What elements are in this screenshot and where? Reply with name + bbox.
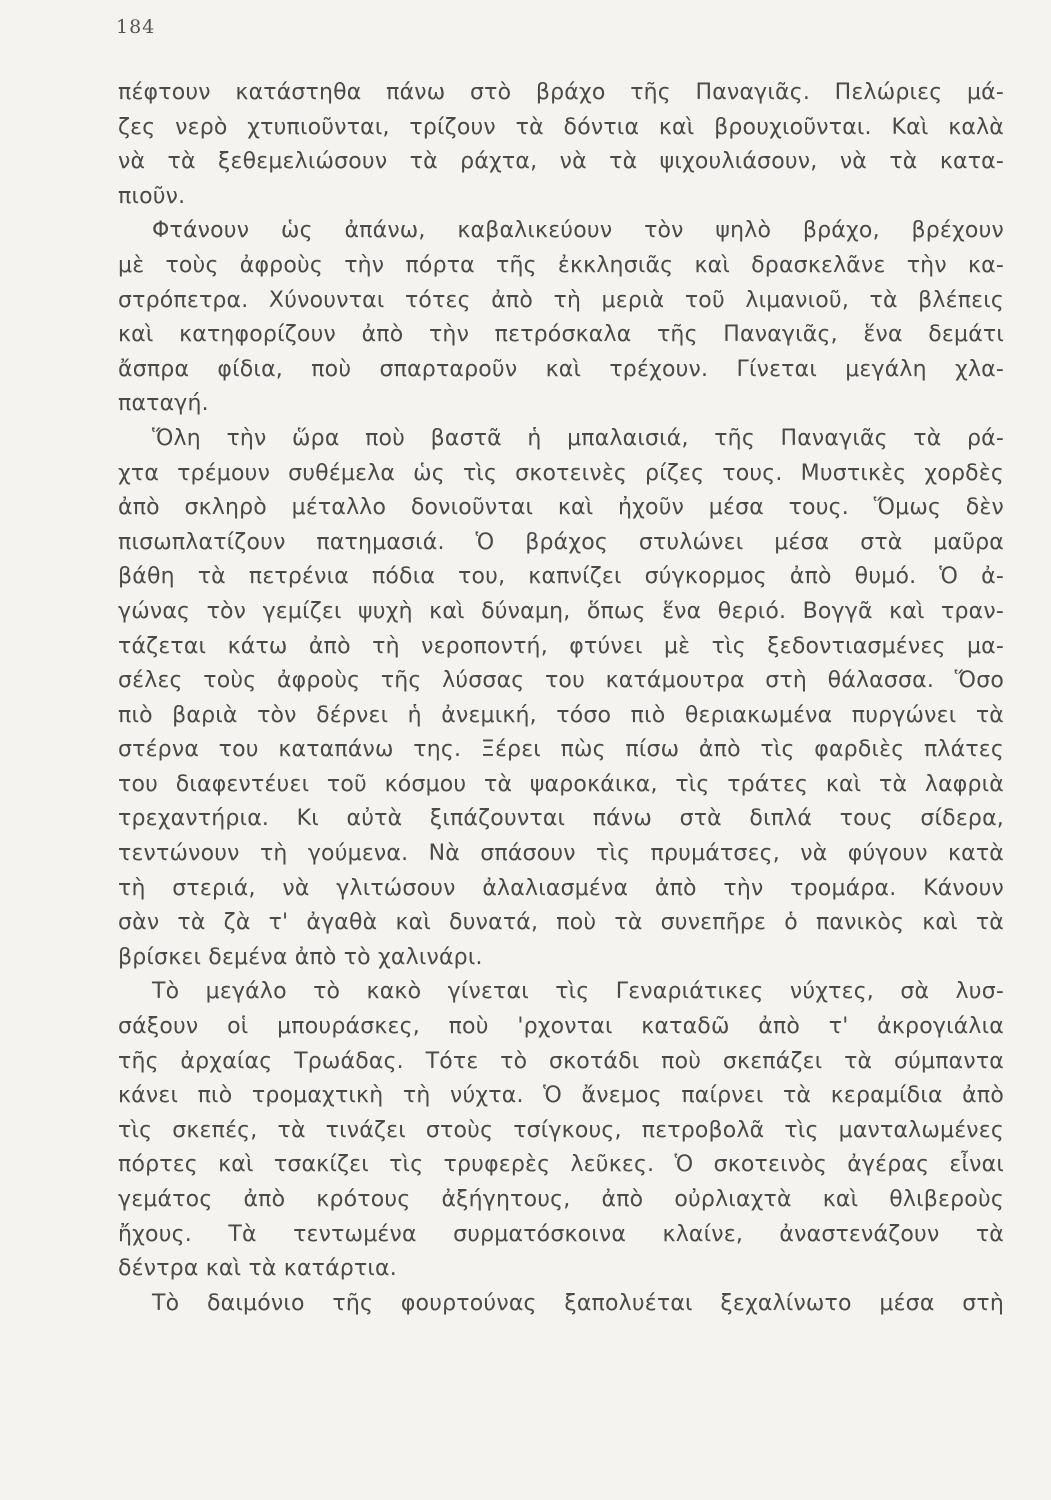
text-line: Τὸ δαιμόνιο τῆς φουρτούνας ξαπολυέται ξεχαλίνωτο μέσα στὴ	[152, 1290, 1004, 1316]
text-line: στέρνα του καταπάνω της. Ξέρει πὼς πίσω ἀπὸ τὶς φαρδιὲς πλάτες	[118, 737, 1004, 763]
body-text	[118, 76, 1004, 1321]
text-line: ἤχους. Τὰ τεντωμένα συρματόσκοινα κλαίνε, ἀναστενάζουν τὰ	[118, 1221, 1004, 1247]
text-line: τῆς ἀρχαίας Τρωάδας. Τότε τὸ σκοτάδι ποὺ σκεπάζει τὰ σύμπαντα	[118, 1048, 1004, 1074]
text-line: τρεχαντήρια. Κι αὐτὰ ξιπάζουνται πάνω στὰ διπλά τους σίδερα,	[118, 806, 1004, 832]
text-line: παταγή.	[118, 391, 209, 417]
text-line: σέλες τοὺς ἀφροὺς τῆς λύσσας του κατάμουτρα στὴ θάλασσα. Ὅσο	[118, 668, 1004, 694]
text-line: Τὸ μεγάλο τὸ κακὸ γίνεται τὶς Γεναριάτικες νύχτες, σὰ λυσ-	[152, 979, 1004, 1005]
text-line: ἄσπρα φίδια, ποὺ σπαρταροῦν καὶ τρέχουν. Γίνεται μεγάλη χλα-	[118, 356, 1004, 382]
text-line: του διαφεντέυει τοῦ κόσμου τὰ ψαροκάικα, τὶς τράτες καὶ τὰ λαφριὰ	[118, 771, 1004, 797]
text-line: καὶ κατηφορίζουν ἀπὸ τὴν πετρόσκαλα τῆς Παναγιᾶς, ἕνα δεμάτι	[118, 322, 1004, 348]
text-line: πιὸ βαριὰ τὸν δέρνει ἡ ἀνεμική, τόσο πιὸ θεριακωμένα πυργώνει τὰ	[118, 702, 1004, 728]
text-line: τὴ στεριά, νὰ γλιτώσουν ἀλαλιασμένα ἀπὸ τὴν τρομάρα. Κάνουν	[118, 875, 1004, 901]
text-line: σὰν τὰ ζὰ τ' ἀγαθὰ καὶ δυνατά, ποὺ τὰ συνεπῆρε ὁ πανικὸς καὶ τὰ	[118, 910, 1004, 936]
text-line: δέντρα καὶ τὰ κατάρτια.	[118, 1256, 397, 1282]
text-line: σάξουν οἱ μπουράσκες, ποὺ 'ρχονται καταδῶ ἀπὸ τ' ἀκρογιάλια	[118, 1014, 1004, 1040]
text-line: μὲ τοὺς ἀφροὺς τὴν πόρτα τῆς ἐκκλησιᾶς καὶ δρασκελᾶνε τὴν κα-	[118, 252, 1004, 278]
text-line: κάνει πιὸ τρομαχτικὴ τὴ νύχτα. Ὁ ἄνεμος παίρνει τὰ κεραμίδια ἀπὸ	[118, 1083, 1004, 1109]
text-line: Ὅλη τὴν ὥρα ποὺ βαστᾶ ἡ μπαλαισιά, τῆς Παναγιᾶς τὰ ρά-	[152, 425, 1004, 451]
text-line: ἀπὸ σκληρὸ μέταλλο δονιοῦνται καὶ ἠχοῦν μέσα τους. Ὅμως δὲν	[118, 495, 1004, 521]
text-line: βρίσκει δεμένα ἀπὸ τὸ χαλινάρι.	[118, 944, 483, 970]
text-line: τὶς σκεπές, τὰ τινάζει στοὺς τσίγκους, πετροβολᾶ τὶς μανταλωμένες	[118, 1117, 1004, 1143]
text-line: νὰ τὰ ξεθεμελιώσουν τὰ ράχτα, νὰ τὰ ψιχουλιάσουν, νὰ τὰ κατα-	[118, 149, 1004, 175]
text-line: πιοῦν.	[118, 183, 186, 209]
text-line: τάζεται κάτω ἀπὸ τὴ νεροποντή, φτύνει μὲ τὶς ξεδοντιασμένες μα-	[118, 633, 1004, 659]
text-line: πόρτες καὶ τσακίζει τὶς τρυφερὲς λεῦκες. Ὁ σκοτεινὸς ἀγέρας εἶναι	[118, 1152, 1004, 1178]
page-number: 184	[116, 16, 156, 38]
text-line: ζες νερὸ χτυπιοῦνται, τρίζουν τὰ δόντια καὶ βρουχιοῦνται. Καὶ καλὰ	[118, 114, 1004, 140]
text-line: χτα τρέμουν συθέμελα ὡς τὶς σκοτεινὲς ρίζες τους. Μυστικὲς χορδὲς	[118, 460, 1004, 486]
text-line: πισωπλατίζουν πατημασιά. Ὁ βράχος στυλώνει μέσα στὰ μαῦρα	[118, 529, 1004, 555]
text-line: γώνας τὸν γεμίζει ψυχὴ καὶ δύναμη, ὅπως ἕνα θεριό. Βογγᾶ καὶ τραν-	[118, 598, 1004, 624]
text-line: πέφτουν κατάστηθα πάνω στὸ βράχο τῆς Παναγιᾶς. Πελώριες μά-	[118, 80, 1004, 105]
text-line: Φτάνουν ὡς ἀπάνω, καβαλικεύουν τὸν ψηλὸ βράχο, βρέχουν	[152, 218, 1004, 244]
text-line: γεμάτος ἀπὸ κρότους ἀξήγητους, ἀπὸ οὐρλιαχτὰ καὶ θλιβεροὺς	[118, 1187, 1004, 1212]
text-line: βάθη τὰ πετρένια πόδια του, καπνίζει σύγκορμος ἀπὸ θυμό. Ὁ ἀ-	[118, 564, 1004, 590]
text-line: τεντώνουν τὴ γούμενα. Νὰ σπάσουν τὶς πρυμάτσες, νὰ φύγουν κατὰ	[118, 841, 1004, 867]
text-line: στρόπετρα. Χύνουνται τότες ἀπὸ τὴ μεριὰ τοῦ λιμανιοῦ, τὰ βλέπεις	[118, 287, 1004, 313]
